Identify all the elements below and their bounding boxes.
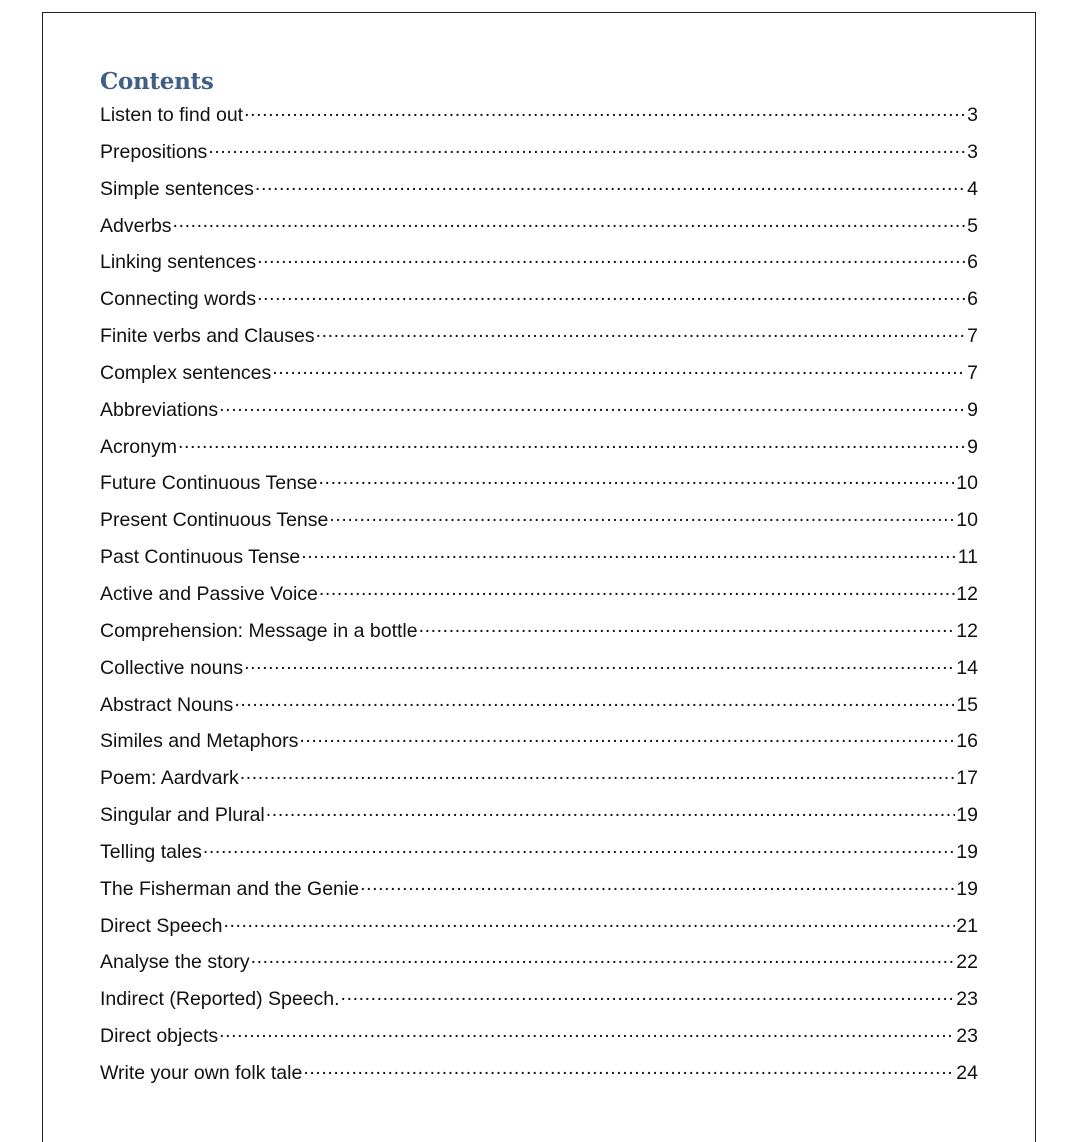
toc-entry[interactable]	[100, 396, 978, 433]
toc-entry-page: 10	[956, 509, 978, 532]
toc-entry[interactable]	[100, 985, 978, 1022]
toc-entry-label: Adverbs	[100, 214, 172, 237]
toc-entry[interactable]	[100, 359, 978, 396]
dot-leader	[240, 765, 956, 785]
dot-leader	[360, 875, 955, 895]
toc-entry-label: Linking sentences	[100, 251, 257, 274]
toc-entry-page: 19	[956, 877, 978, 900]
dot-leader	[244, 102, 966, 122]
toc-entry[interactable]	[100, 654, 978, 691]
toc-entry-label: The Fisherman and the Genie	[100, 877, 360, 900]
toc-title: Contents	[100, 68, 214, 95]
toc-entry-label: Analyse the story	[100, 951, 250, 974]
toc-entry-page: 21	[956, 914, 978, 937]
toc-entry[interactable]	[100, 175, 978, 212]
toc-entry[interactable]	[100, 875, 978, 912]
toc-entry-page: 12	[956, 619, 978, 642]
toc-entry-label: Prepositions	[100, 140, 208, 163]
toc-entry-label: Direct Speech	[100, 914, 223, 937]
toc-entry-label: Past Continuous Tense	[100, 546, 301, 569]
dot-leader	[219, 1023, 955, 1043]
toc-entry-page: 17	[956, 767, 978, 790]
dot-leader	[223, 912, 955, 932]
toc-entry-page: 3	[967, 104, 978, 126]
toc-entry-label: Connecting words	[100, 288, 257, 311]
toc-entry[interactable]	[100, 506, 978, 543]
dot-leader	[178, 433, 966, 453]
toc-entry-page: 5	[967, 214, 978, 237]
toc-entry-page: 7	[967, 361, 978, 384]
toc-entry-page: 15	[956, 693, 978, 716]
toc-entry-label: Acronym	[100, 435, 177, 458]
toc-entry-page: 19	[956, 840, 978, 863]
dot-leader	[173, 212, 967, 232]
toc-entry-label: Complex sentences	[100, 361, 272, 384]
toc-entry[interactable]	[100, 433, 978, 470]
toc-entry[interactable]	[100, 322, 978, 359]
toc-entry[interactable]	[100, 285, 978, 322]
toc-entry-label: Finite verbs and Clauses	[100, 325, 315, 348]
toc-entry[interactable]	[100, 617, 978, 654]
toc-entry-page: 11	[957, 546, 978, 569]
toc-entry-label: Collective nouns	[100, 656, 244, 679]
dot-leader	[255, 175, 966, 195]
toc-entry-label: Present Continuous Tense	[100, 509, 329, 532]
toc-entry-label: Indirect (Reported) Speech.	[100, 988, 340, 1011]
dot-leader	[257, 249, 966, 269]
toc-entry-page: 10	[956, 472, 978, 495]
dot-leader	[301, 544, 957, 564]
toc-entry-label: Poem: Aardvark	[100, 767, 239, 790]
dot-leader	[234, 691, 955, 711]
dot-leader	[316, 323, 967, 343]
toc-entry-page: 22	[956, 951, 978, 974]
toc-entry[interactable]	[100, 1059, 978, 1096]
toc-entry-label: Active and Passive Voice	[100, 582, 318, 605]
toc-entry-page: 9	[967, 398, 978, 421]
toc-entry-label: Similes and Metaphors	[100, 730, 299, 753]
dot-leader	[251, 949, 956, 969]
toc-entry-page: 23	[956, 1025, 978, 1048]
toc-entry[interactable]	[100, 801, 978, 838]
toc-entry[interactable]	[100, 727, 978, 764]
dot-leader	[272, 359, 966, 379]
toc-entry-label: Simple sentences	[100, 177, 254, 200]
toc-entry-label: Listen to find out	[100, 104, 244, 126]
toc-entry[interactable]	[100, 543, 978, 580]
toc-entry-page: 24	[956, 1061, 978, 1084]
dot-leader	[266, 802, 956, 822]
dot-leader	[303, 1059, 955, 1079]
toc-entry[interactable]	[100, 764, 978, 801]
toc-entry-page: 12	[956, 582, 978, 605]
toc-entry-page: 4	[967, 177, 978, 200]
toc-entry[interactable]	[100, 469, 978, 506]
toc-entry[interactable]	[100, 838, 978, 875]
toc-entry[interactable]	[100, 912, 978, 949]
dot-leader	[244, 654, 955, 674]
toc-entry[interactable]	[100, 691, 978, 728]
dot-leader	[341, 986, 956, 1006]
toc-entry-label: Future Continuous Tense	[100, 472, 318, 495]
toc-entry-label: Direct objects	[100, 1025, 219, 1048]
toc-entry-page: 16	[956, 730, 978, 753]
table-of-contents	[100, 101, 978, 1096]
toc-entry[interactable]	[100, 580, 978, 617]
dot-leader	[319, 580, 955, 600]
dot-leader	[257, 286, 966, 306]
toc-entry-page: 19	[956, 804, 978, 827]
toc-entry-label: Comprehension: Message in a bottle	[100, 619, 418, 642]
toc-entry-label: Abstract Nouns	[100, 693, 234, 716]
toc-entry[interactable]	[100, 1022, 978, 1059]
toc-entry-page: 6	[967, 251, 978, 274]
toc-entry-page: 7	[967, 325, 978, 348]
dot-leader	[419, 617, 956, 637]
dot-leader	[319, 470, 956, 490]
dot-leader	[329, 507, 955, 527]
toc-entry-label: Telling tales	[100, 840, 202, 863]
dot-leader	[208, 138, 966, 158]
toc-entry-page: 9	[967, 435, 978, 458]
toc-entry[interactable]	[100, 138, 978, 175]
toc-entry-label: Singular and Plural	[100, 804, 265, 827]
toc-entry-page: 23	[956, 988, 978, 1011]
dot-leader	[203, 838, 955, 858]
toc-entry[interactable]	[100, 948, 978, 985]
toc-entry-page: 6	[967, 288, 978, 311]
toc-entry-page: 3	[967, 140, 978, 163]
toc-entry[interactable]	[100, 248, 978, 285]
dot-leader	[299, 728, 955, 748]
toc-entry-page: 14	[956, 656, 978, 679]
dot-leader	[219, 396, 966, 416]
toc-entry-label: Write your own folk tale	[100, 1061, 303, 1084]
toc-entry[interactable]	[100, 212, 978, 249]
toc-entry[interactable]	[100, 101, 978, 138]
toc-entry-label: Abbreviations	[100, 398, 219, 421]
